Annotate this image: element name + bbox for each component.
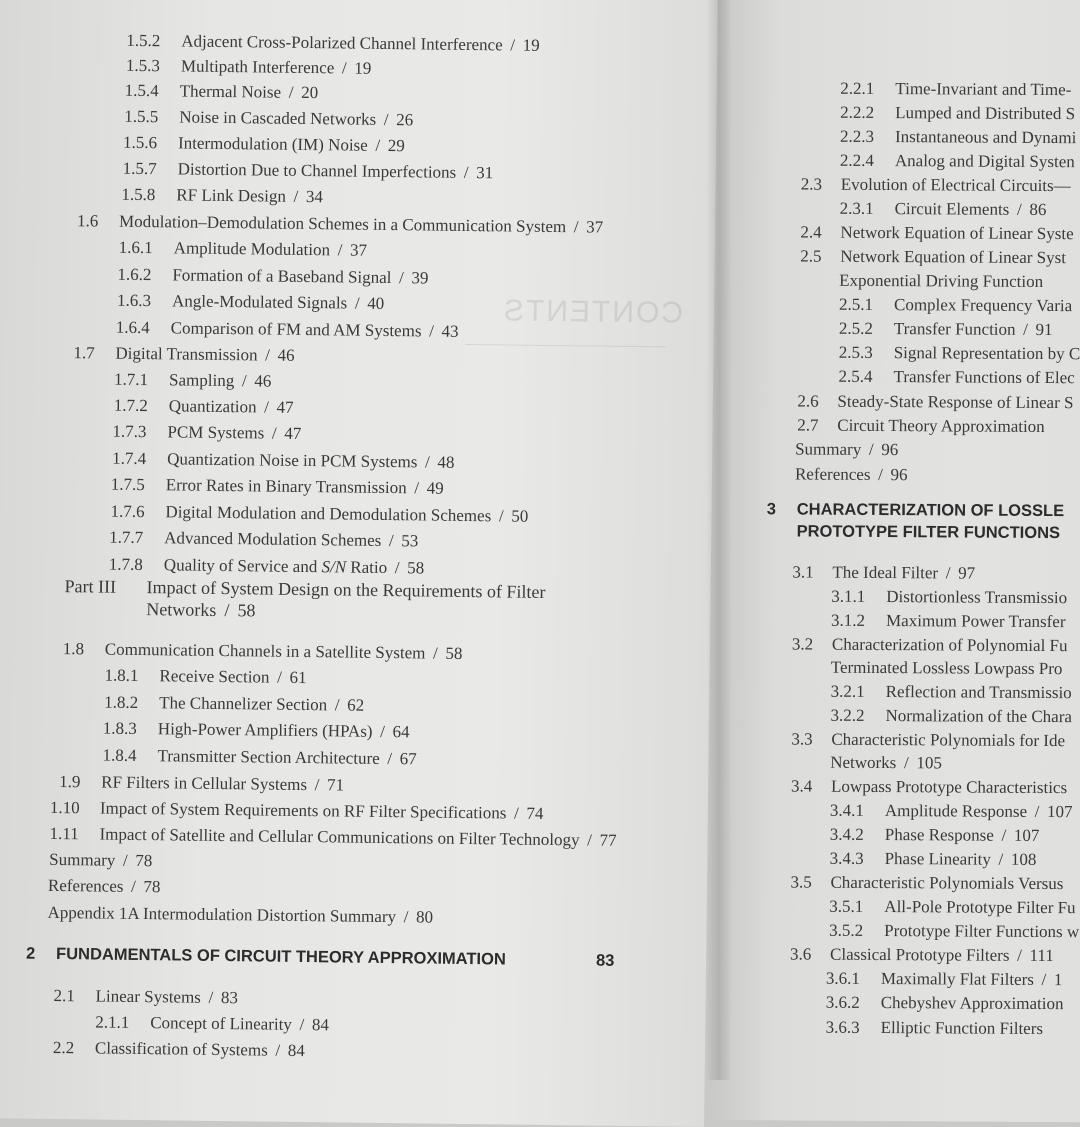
toc-part-heading: [64, 575, 545, 603]
toc-entry-page: 43: [441, 321, 459, 341]
toc-entry: Summary / 96: [795, 439, 899, 460]
toc-entry-page: 39: [411, 268, 429, 288]
toc-entry: [800, 246, 1066, 270]
toc-entry: 1.5.8 RF Link Design / 34: [121, 184, 324, 207]
toc-entry-number: 1.8.1: [104, 665, 139, 685]
toc-entry-page: 61: [289, 667, 307, 688]
toc-entry-number: 1.6.3: [116, 290, 152, 311]
toc-entry: 1.6.3 Angle-Modulated Signals / 40: [116, 290, 385, 313]
toc-entry-title: Sampling: [169, 370, 235, 391]
toc-entry-page: 29: [387, 135, 405, 156]
toc-entry-number: 3.2.1: [830, 681, 865, 701]
toc-entry-number: 1.7.4: [112, 448, 147, 469]
toc-entry-title: Summary: [795, 439, 862, 459]
toc-entry-number: 2.2.4: [839, 150, 874, 170]
toc-entry-number: 2.1.1: [95, 1012, 130, 1032]
toc-entry: [797, 414, 1045, 438]
toc-entry: [839, 294, 1072, 317]
toc-entry-number: 1.8: [62, 639, 85, 659]
toc-entry-title: Impact of Satellite and Cellular Communications on Filter Technology: [99, 824, 580, 850]
toc-entry: 1.7.2 Quantization / 47: [113, 395, 294, 417]
toc-entry-number: 1.9: [59, 772, 81, 792]
chapter-title-line1: CHARACTERIZATION OF LOSSLE: [796, 500, 1065, 521]
toc-entry-number: 2.2: [52, 1037, 75, 1058]
toc-entry: 1.7.5 Error Rates in Binary Transmission / 49: [110, 474, 444, 498]
toc-entry-title: Summary: [49, 849, 116, 870]
chapter-number: 3: [766, 500, 777, 519]
toc-entry-page: 74: [526, 803, 544, 823]
toc-entry-title: Chebyshev Approximation: [880, 993, 1064, 1014]
toc-entry-number: 2.5.2: [838, 318, 873, 338]
toc-entry: [840, 78, 1071, 101]
toc-entry-number: 2.5: [800, 246, 822, 266]
toc-entry: 1.5.4 Thermal Noise / 20: [124, 80, 319, 103]
toc-entry-page: 46: [254, 371, 272, 391]
toc-entry-number: 3.5.1: [829, 896, 864, 916]
toc-entry-number: 1.7.5: [110, 474, 145, 495]
toc-entry: [840, 126, 1076, 149]
toc-entry: [826, 992, 1064, 1015]
toc-entry-number: 1.5.8: [121, 184, 156, 205]
toc-entry-title: Steady-State Response of Linear S: [837, 391, 1074, 413]
toc-entry-number: 3.4.2: [829, 824, 864, 844]
toc-entry-title: Terminated Lossless Lowpass Pro: [830, 657, 1063, 679]
toc-entry: 1.9 RF Filters in Cellular Systems / 71: [59, 772, 345, 795]
toc-entry: 2.1 Linear Systems / 83: [53, 985, 239, 1008]
toc-entry-number: 2.6: [797, 391, 819, 411]
toc-entry: 2.2 Classification of Systems / 84: [52, 1037, 305, 1061]
toc-entry: [831, 657, 1063, 680]
toc-entry-page: 26: [396, 110, 414, 130]
toc-entry-number: 3.1.1: [831, 586, 866, 606]
toc-entry-page: 40: [367, 293, 385, 313]
toc-entry: 1.5.3 Multipath Interference / 19: [125, 55, 372, 78]
toc-entry-number: 3.3: [791, 729, 813, 749]
toc-entry: 1.5.7 Distortion Due to Channel Imperfections / 31: [122, 158, 494, 183]
toc-entry-number: 3.4: [791, 776, 813, 796]
toc-entry-title: Comparison of FM and AM Systems: [170, 318, 422, 341]
toc-entry-number: 1.6.1: [118, 237, 153, 258]
toc-entry-title: References: [794, 464, 871, 484]
toc-entry-title: Phase Response: [884, 825, 994, 845]
toc-entry-page: 111: [1029, 945, 1054, 966]
toc-entry-page: 97: [958, 563, 976, 583]
toc-entry-page: 83: [220, 988, 239, 1008]
toc-entry-title: Signal Representation by C: [893, 343, 1080, 364]
show-through-text: CONTENTS: [501, 294, 684, 330]
toc-entry-title: Maximally Flat Filters: [880, 969, 1034, 989]
toc-entry-page: 37: [586, 217, 604, 237]
chapter-number: 2: [25, 944, 36, 963]
toc-entry-page: 67: [399, 749, 417, 769]
toc-entry: 1.7.6 Digital Modulation and Demodulation Schemes / 50: [110, 501, 529, 526]
toc-entry: 1.7.7 Advanced Modulation Schemes / 53: [109, 527, 419, 551]
toc-entry-page: 47: [276, 397, 294, 417]
toc-entry-number: 3.4.3: [829, 848, 864, 868]
toc-entry-title: Error Rates in Binary Transmission: [165, 475, 407, 498]
toc-entry: 1.8.2 The Channelizer Section / 62: [104, 692, 365, 715]
toc-entry-title: Appendix 1A Intermodulation Distortion Summary: [47, 902, 397, 927]
toc-entry-number: 2.1: [53, 985, 75, 1006]
toc-entry: [840, 150, 1075, 173]
part-title-line1: Impact of System Design on the Requirements of Filter: [146, 577, 546, 602]
toc-entry-title: RF Link Design: [176, 185, 287, 206]
toc-entry: References / 96: [794, 464, 908, 485]
toc-entry-title: Complex Frequency Varia: [893, 295, 1073, 316]
toc-entry: 1.7.4 Quantization Noise in PCM Systems / 48: [112, 448, 455, 472]
toc-entry-page: 58: [445, 643, 463, 663]
chapter-2-heading: [25, 943, 615, 971]
toc-entry-title: Phase Linearity: [884, 849, 991, 869]
toc-entry: 1.6.1 Amplitude Modulation / 37: [118, 237, 368, 260]
toc-entry-title: Quantization: [168, 396, 257, 417]
toc-entry-number: 2.2.2: [840, 102, 875, 122]
toc-entry-title: Noise in Cascaded Networks: [179, 107, 377, 129]
toc-entry-page: 84: [287, 1040, 305, 1061]
toc-entry-number: 1.5.4: [124, 80, 159, 101]
toc-entry-page: 108: [1010, 849, 1037, 869]
toc-entry-number: 2.3: [800, 174, 823, 194]
toc-entry-title: Angle-Modulated Signals: [171, 291, 348, 313]
toc-entry-page: 34: [305, 187, 324, 207]
toc-entry: 1.8.3 High-Power Amplifiers (HPAs) / 64: [102, 718, 410, 742]
toc-entry-title: Quantization Noise in PCM Systems: [167, 449, 418, 472]
toc-entry-page: 107: [1047, 802, 1073, 822]
toc-entry-number: 1.6: [76, 211, 99, 231]
toc-entry-number: 3.6.2: [825, 992, 860, 1012]
toc-entry: [791, 775, 1067, 799]
toc-entry-number: 1.7.1: [114, 369, 149, 390]
toc-entry-title: Modulation–Demodulation Schemes in a Communication System: [118, 211, 567, 237]
toc-entry-title: Characteristic Polynomials Versus: [830, 872, 1064, 894]
toc-entry-title: Amplitude Response: [884, 801, 1028, 821]
toc-entry: Summary / 78: [49, 849, 153, 871]
toc-entry-number: 1.10: [49, 797, 80, 818]
toc-entry-title: References: [47, 875, 124, 896]
toc-entry-number: 3.5: [790, 872, 812, 892]
toc-entry-title: Linear Systems: [95, 986, 201, 1007]
part-page: 58: [237, 600, 256, 621]
toc-entry-page: 71: [326, 775, 345, 795]
toc-entry: 1.7.3 PCM Systems / 47: [112, 421, 302, 443]
toc-entry: [830, 705, 1072, 728]
chapter-title: FUNDAMENTALS OF CIRCUIT THEORY APPROXIMATION: [55, 945, 506, 969]
toc-entry-number: 1.8.4: [102, 745, 137, 765]
toc-entry-page: 19: [354, 58, 372, 78]
toc-entry: [831, 610, 1066, 633]
chapter-3-heading-cont: [797, 520, 1061, 544]
toc-entry: Networks / 105: [830, 752, 942, 773]
toc-entry-number: 1.5.6: [122, 132, 158, 153]
toc-entry: [829, 896, 1075, 920]
toc-entry-title: Impact of System Requirements on RF Filter Specifications: [99, 798, 507, 823]
toc-entry-number: 1.5.7: [122, 158, 157, 179]
toc-entry: 1.10 Impact of System Requirements on RF Filter Specifications / 74: [49, 797, 544, 823]
toc-entry: References / 78: [47, 875, 161, 897]
chapter-title-line2: PROTOTYPE FILTER FUNCTIONS: [796, 522, 1061, 543]
toc-entry-title: Lumped and Distributed S: [895, 103, 1076, 124]
toc-entry-page: 1: [1053, 970, 1063, 990]
toc-entry-number: 3.2: [791, 634, 814, 654]
toc-entry-title: Circuit Elements: [894, 199, 1010, 219]
toc-entry-number: 2.4: [800, 222, 822, 242]
toc-entry-title: Prototype Filter Functions w: [884, 921, 1080, 942]
toc-entry: 2.5.2 Transfer Function / 91: [838, 318, 1053, 340]
chapter-3-heading: [767, 498, 1064, 522]
toc-entry: 1.6 Modulation–Demodulation Schemes in a Communication System / 37: [76, 211, 604, 237]
toc-entry: 1.5.6 Intermodulation (IM) Noise / 29: [122, 132, 405, 156]
toc-entry-title: Exponential Driving Function: [839, 270, 1044, 291]
toc-entry: 3.4.2 Phase Response / 107: [829, 824, 1040, 845]
toc-entry-title: Time-Invariant and Time-: [895, 79, 1072, 100]
toc-entry: [840, 102, 1075, 125]
show-through-rule: [466, 344, 666, 347]
toc-entry: 3.4.3 Phase Linearity / 108: [829, 848, 1037, 869]
toc-entry-title: Networks: [830, 752, 897, 773]
toc-entry-page: 47: [284, 423, 302, 443]
toc-entry-number: 2.3.1: [839, 198, 874, 218]
toc-entry-title: Maximum Power Transfer: [886, 611, 1066, 632]
toc-entry-page: 19: [522, 35, 540, 55]
toc-entry: [792, 633, 1068, 657]
toc-entry-number: 1.8.3: [102, 718, 137, 738]
toc-entry-title: Classical Prototype Filters: [829, 944, 1010, 965]
toc-entry-title: Normalization of the Chara: [885, 706, 1073, 727]
toc-entry-number: 1.7.6: [110, 501, 145, 522]
toc-entry-number: 2.5.1: [838, 294, 874, 314]
toc-entry-title: Characterization of Polynomial Fu: [831, 634, 1068, 656]
toc-entry-title: Characteristic Polynomials for Ide: [831, 729, 1066, 751]
toc-entry-page: 84: [311, 1015, 330, 1035]
toc-entry: 1.11 Impact of Satellite and Cellular Communications on Filter Technology / 77: [49, 823, 617, 850]
toc-entry-number: 2.5.3: [838, 342, 873, 362]
toc-entry: Appendix 1A Intermodulation Distortion Summary / 80: [47, 902, 434, 927]
toc-entry-title: Intermodulation (IM) Noise: [177, 133, 368, 155]
toc-entry-title: Transfer Functions of Elec: [893, 367, 1075, 388]
toc-entry-page: 48: [437, 452, 455, 472]
toc-entry-title: Quality of Service and S/N Ratio: [163, 555, 388, 578]
toc-entry-title: Thermal Noise: [179, 81, 282, 102]
toc-entry: 2.3.1 Circuit Elements / 86: [839, 198, 1047, 220]
toc-entry-page: 91: [1035, 319, 1053, 340]
toc-entry: 1.5.5 Noise in Cascaded Networks / 26: [124, 106, 414, 130]
toc-entry-page: 49: [426, 478, 444, 498]
toc-entry-number: 3.6: [789, 944, 812, 964]
toc-entry-title: Transmitter Section Architecture: [157, 746, 380, 768]
toc-entry-page: 80: [415, 907, 434, 927]
toc-entry: [797, 390, 1073, 414]
toc-entry-title: Lowpass Prototype Characteristics: [831, 776, 1068, 798]
toc-entry-page: 96: [881, 440, 899, 460]
toc-entry-number: 3.6.1: [825, 968, 860, 988]
toc-entry-title: Communication Channels in a Satellite System: [104, 639, 426, 663]
toc-entry-title: The Channelizer Section: [159, 693, 328, 715]
toc-entry-number: 2.2.1: [840, 78, 875, 98]
toc-entry: 1.6.4 Comparison of FM and AM Systems / 43: [115, 317, 459, 341]
toc-entry-title: Advanced Modulation Schemes: [164, 528, 382, 550]
toc-entry-page: 107: [1013, 825, 1040, 845]
toc-entry: 3.4.1 Amplitude Response / 107: [829, 800, 1073, 822]
toc-entry-page: 78: [143, 877, 161, 897]
toc-entry-number: 1.5.2: [126, 30, 161, 51]
toc-entry-number: 1.7.8: [108, 554, 143, 575]
toc-entry-page: 58: [407, 558, 425, 578]
toc-entry-title: Concept of Linearity: [150, 1013, 292, 1034]
toc-entry-number: 1.5.3: [125, 55, 161, 76]
book-gutter: [706, 0, 732, 1080]
toc-entry-title: Evolution of Electrical Circuits—: [840, 174, 1071, 196]
toc-entry-title: Reflection and Transmissio: [885, 682, 1072, 703]
toc-entry-title: PCM Systems: [167, 422, 265, 443]
toc-entry-number: 3.1.2: [831, 610, 866, 630]
toc-entry-page: 37: [349, 240, 368, 260]
toc-entry-number: 3.6.3: [825, 1017, 860, 1037]
toc-entry-title: Analog and Digital Systen: [894, 151, 1075, 172]
toc-entry-number: 3.5.2: [829, 920, 864, 940]
toc-entry-number: 2.5.4: [838, 366, 873, 386]
toc-entry-page: 46: [277, 345, 295, 365]
toc-entry-number: 1.6.4: [115, 317, 150, 338]
toc-entry-title: Formation of a Baseband Signal: [172, 265, 392, 288]
toc-entry-title: Transfer Function: [893, 319, 1016, 339]
toc-entry: 1.6.2 Formation of a Baseband Signal / 39: [117, 264, 429, 288]
toc-entry-number: 1.7.2: [113, 395, 148, 416]
toc-entry-number: 1.8.2: [104, 692, 139, 712]
toc-entry: 1.8 Communication Channels in a Satellite System / 58: [62, 639, 463, 663]
toc-entry: [831, 586, 1067, 609]
toc-entry: [790, 871, 1063, 895]
toc-entry-page: 105: [916, 753, 942, 773]
toc-entry: [791, 728, 1065, 752]
toc-entry: [826, 1017, 1044, 1040]
toc-part-heading-cont: Networks / 58: [146, 599, 256, 621]
toc-entry-page: 86: [1029, 199, 1047, 220]
toc-entry-page: 96: [890, 465, 908, 485]
toc-entry-page: 31: [476, 163, 494, 183]
toc-entry: [839, 366, 1075, 389]
toc-entry: 1.7.1 Sampling / 46: [114, 369, 272, 391]
toc-entry-title: Network Equation of Linear Syst: [840, 246, 1067, 268]
toc-entry-title: Multipath Interference: [180, 56, 335, 78]
toc-entry: 3.6 Classical Prototype Filters / 111: [789, 944, 1054, 966]
toc-entry: 3.1 The Ideal Filter / 97: [792, 562, 976, 583]
toc-entry-number: 1.11: [49, 823, 79, 844]
toc-entry: [800, 222, 1073, 246]
toc-entry-title: RF Filters in Cellular Systems: [101, 772, 308, 795]
toc-entry: [801, 174, 1071, 198]
toc-entry-title: Digital Modulation and Demodulation Schemes: [165, 502, 492, 526]
toc-entry: 1.7 Digital Transmission / 46: [73, 343, 295, 365]
toc-entry: [839, 270, 1043, 293]
toc-entry-page: 77: [599, 830, 617, 850]
toc-entry-title: Circuit Theory Approximation: [837, 415, 1045, 437]
toc-entry-title: Network Equation of Linear Syste: [840, 222, 1074, 244]
chapter-page: 83: [595, 951, 615, 970]
toc-entry-number: 3.1: [792, 562, 814, 582]
toc-entry: [829, 920, 1079, 944]
toc-entry-page: 53: [401, 531, 419, 551]
toc-entry-title: Adjacent Cross-Polarized Channel Interference: [181, 31, 503, 55]
toc-entry-number: 3.2.2: [830, 705, 865, 725]
toc-entry-page: 64: [392, 722, 410, 742]
toc-entry: 1.8.1 Receive Section / 61: [104, 665, 307, 688]
toc-entry-title: Instantaneous and Dynami: [894, 127, 1077, 148]
right-page: [711, 0, 1080, 1123]
toc-entry: 1.7.8 Quality of Service and S/N Ratio / 58: [108, 554, 425, 578]
toc-entry-page: 62: [347, 695, 365, 715]
toc-entry-number: 2.2.3: [839, 126, 875, 146]
toc-entry-title: Distortion Due to Channel Imperfections: [177, 159, 457, 182]
toc-entry-number: 1.5.5: [124, 106, 159, 127]
toc-entry-number: 2.7: [797, 415, 819, 435]
toc-entry-title: Amplitude Modulation: [173, 238, 331, 260]
toc-entry-title: Classification of Systems: [94, 1038, 268, 1060]
toc-entry-number: 1.7.3: [112, 421, 147, 442]
toc-entry: 2.1.1 Concept of Linearity / 84: [95, 1012, 330, 1035]
toc-entry-title: Elliptic Function Filters: [880, 1018, 1044, 1039]
toc-entry-number: 3.4.1: [829, 800, 864, 820]
toc-entry-number: 1.7.7: [109, 527, 144, 548]
toc-entry-page: 78: [135, 850, 153, 871]
toc-entry: [831, 681, 1072, 704]
toc-entry: 1.8.4 Transmitter Section Architecture / 67: [102, 745, 417, 769]
toc-entry-number: 1.7: [73, 343, 95, 363]
toc-entry-title: Receive Section: [159, 666, 270, 687]
toc-entry-page: 20: [301, 82, 319, 103]
toc-entry-title: Distortionless Transmissio: [886, 587, 1068, 608]
toc-entry-title: High-Power Amplifiers (HPAs): [157, 719, 373, 741]
toc-entry: 1.5.2 Adjacent Cross-Polarized Channel Interference / 19: [126, 30, 540, 55]
part-label: Part III: [64, 576, 117, 597]
part-title-line2: Networks: [146, 599, 217, 620]
toc-entry: [839, 342, 1080, 365]
toc-entry-title: Digital Transmission: [115, 343, 258, 365]
toc-entry: 3.6.1 Maximally Flat Filters / 1: [825, 968, 1063, 990]
toc-entry-title: All-Pole Prototype Filter Fu: [884, 897, 1076, 918]
toc-entry-title: The Ideal Filter: [832, 562, 939, 583]
toc-entry-number: 1.6.2: [117, 264, 152, 285]
toc-entry-page: 50: [511, 506, 529, 526]
